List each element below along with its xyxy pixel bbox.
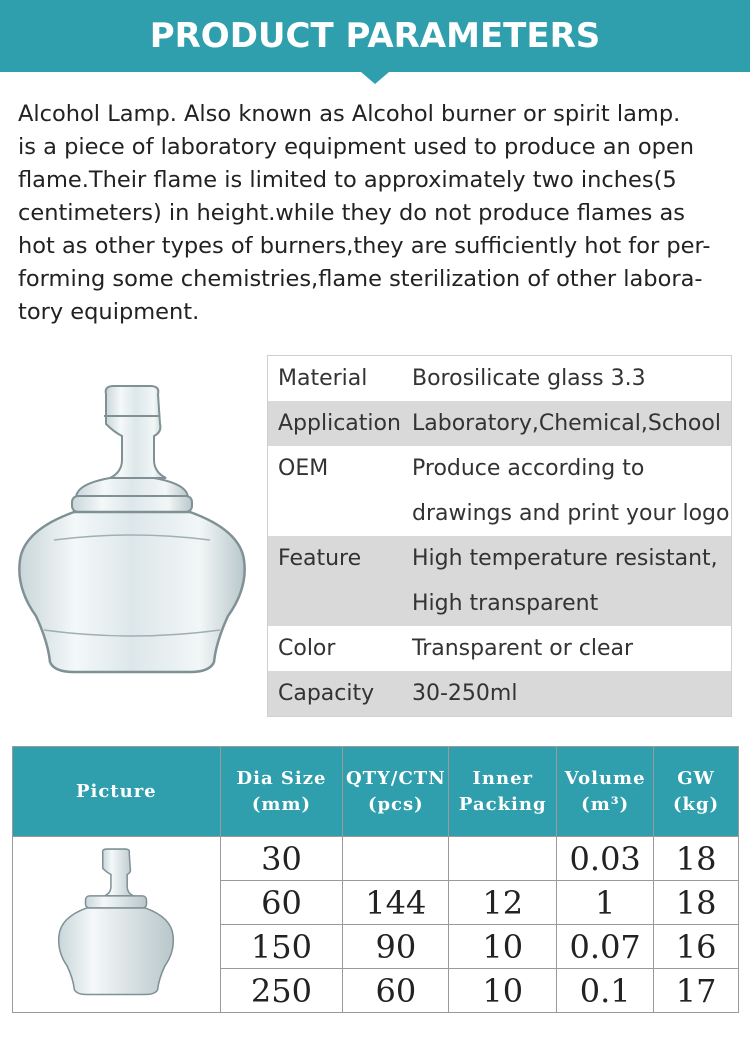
spec-cell: 10: [449, 925, 557, 969]
page-title: PRODUCT PARAMETERS: [149, 16, 601, 56]
parameter-value: Laboratory,Chemical,School: [412, 411, 721, 436]
spec-row: [13, 837, 739, 881]
spec-header-cell: Picture: [13, 747, 221, 837]
parameter-row: [268, 671, 731, 716]
spec-header-cell: Volume (m³): [557, 747, 654, 837]
description-line: Alcohol Lamp. Also known as Alcohol burner or spirit lamp.: [18, 101, 681, 127]
parameter-key: Capacity: [278, 681, 375, 706]
spec-cell: 16: [654, 925, 739, 969]
description-line: is a piece of laboratory equipment used to produce an open: [18, 134, 695, 160]
parameter-value: 30-250ml: [412, 681, 518, 706]
parameter-value: Produce according to drawings and print your logo: [412, 456, 730, 526]
spec-cell: 0.03: [557, 837, 654, 881]
spec-cell: 250: [220, 969, 343, 1013]
description-line: forming some chemistries,flame sterilization of other labora-: [18, 266, 703, 292]
spec-header-cell: QTY/CTN (pcs): [343, 747, 449, 837]
parameter-value: High temperature resistant, High transparent: [412, 546, 718, 616]
spec-cell: 0.07: [557, 925, 654, 969]
spec-picture-cell: [13, 837, 221, 1013]
parameter-key: Feature: [278, 546, 362, 571]
spec-cell: 18: [654, 837, 739, 881]
parameter-table: [267, 355, 732, 717]
spec-header-cell: Dia Size (mm): [220, 747, 343, 837]
spec-cell: 60: [220, 881, 343, 925]
banner-arrow: [361, 72, 389, 84]
spec-cell: 60: [343, 969, 449, 1013]
description-line: centimeters) in height.while they do not produce flames as: [18, 200, 685, 226]
parameter-key: Color: [278, 636, 336, 661]
description-line: tory equipment.: [18, 299, 200, 325]
parameter-key: Application: [278, 411, 401, 436]
parameter-row: [268, 626, 731, 671]
spec-cell: 12: [449, 881, 557, 925]
parameter-row: [268, 536, 731, 626]
description-line: flame.Their flame is limited to approximately two inches(5: [18, 167, 677, 193]
parameter-row: [268, 446, 731, 536]
spec-cell: [343, 837, 449, 881]
spec-cell: [449, 837, 557, 881]
spec-cell: 90: [343, 925, 449, 969]
spec-cell: 144: [343, 881, 449, 925]
header-banner: [0, 0, 750, 72]
spec-cell: 1: [557, 881, 654, 925]
spec-header-cell: Inner Packing: [449, 747, 557, 837]
spec-table: [12, 746, 739, 1013]
alcohol-lamp-thumbnail-image: [56, 841, 176, 1001]
parameter-key: OEM: [278, 456, 329, 481]
spec-cell: 150: [220, 925, 343, 969]
spec-header-row: [13, 747, 739, 837]
spec-cell: 30: [220, 837, 343, 881]
parameter-row: [268, 356, 731, 401]
parameter-row: [268, 401, 731, 446]
description-line: hot as other types of burners,they are sufficiently hot for per-: [18, 233, 711, 259]
alcohol-lamp-image: [14, 380, 250, 675]
spec-header-cell: GW (kg): [654, 747, 739, 837]
product-description: [18, 98, 734, 329]
spec-cell: 0.1: [557, 969, 654, 1013]
parameter-key: Material: [278, 366, 368, 391]
spec-cell: 18: [654, 881, 739, 925]
spec-cell: 17: [654, 969, 739, 1013]
spec-cell: 10: [449, 969, 557, 1013]
parameter-value: Borosilicate glass 3.3: [412, 366, 646, 391]
parameter-value: Transparent or clear: [412, 636, 634, 661]
